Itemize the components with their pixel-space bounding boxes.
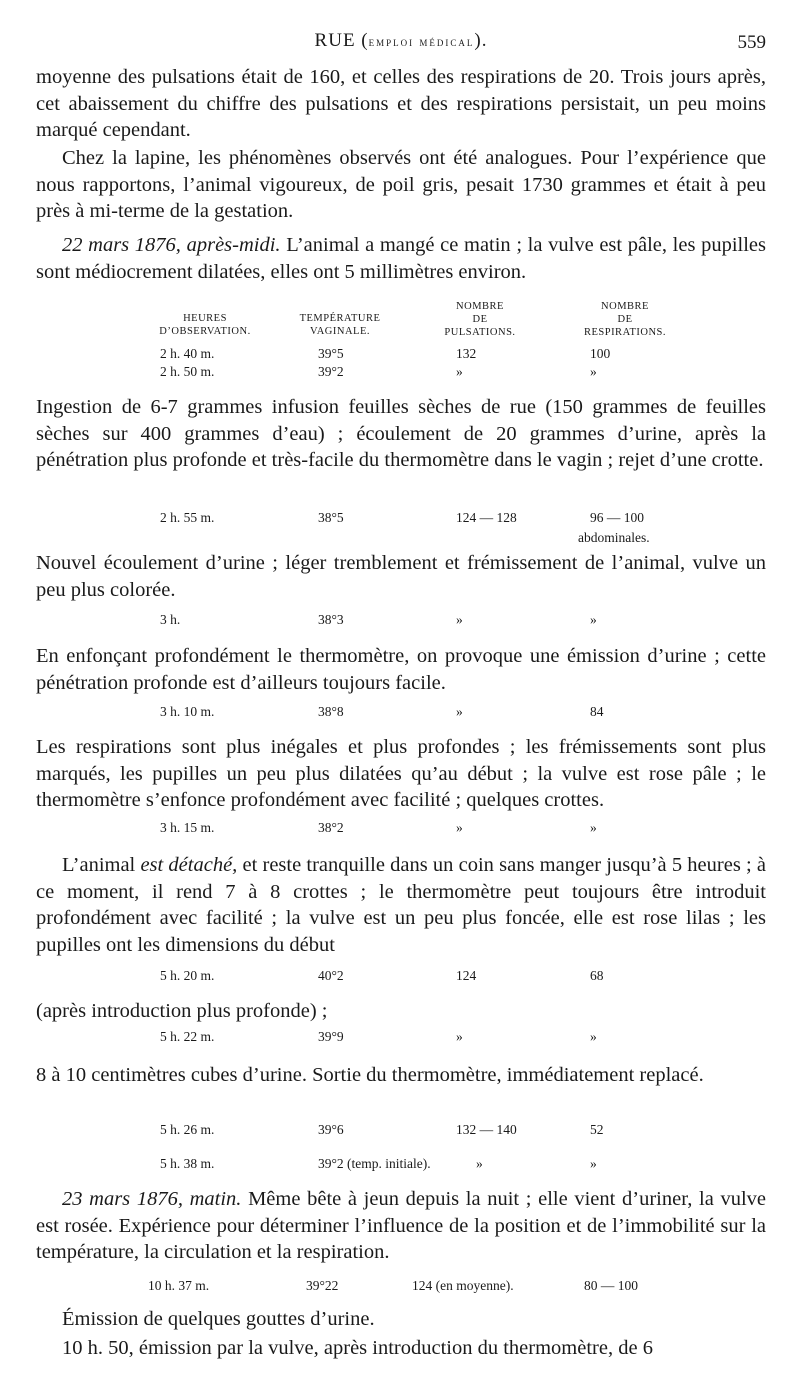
paragraph-6: En enfonçant profondément le thermomètre, on provoque une émission d’urine ; cette pénétration profonde est d’ailleurs toujours facile.: [36, 645, 766, 694]
table-row: 2 h. 40 m. 39°5 132 100: [160, 346, 611, 361]
header-temperature: TEMPÉRATURE VAGINALE.: [299, 313, 381, 337]
paragraph-4: Ingestion de 6-7 grammes infusion feuilles sèches de rue (150 grammes de feuilles sèches sur 400 grammes d’eau) ; écoulement de 20 grammes d’urine, après la pénétration plus profonde et très-facile du thermomètre dans le vagin ; rejet d’une crotte.: [36, 396, 766, 471]
paragraph-5: Nouvel écoulement d’urine ; léger tremblement et frémissement de l’animal, vulve un peu plus colorée.: [36, 552, 766, 601]
paragraph-9: (après introduction plus profonde) ;: [36, 1000, 328, 1022]
header-pulsations: NOMBRE DE PULSATIONS.: [444, 301, 516, 338]
header-hours: HEURES D’OBSERVATION.: [159, 313, 251, 337]
paragraph-3: 22 mars 1876, après-midi. L’animal a mangé ce matin ; la vulve est pâle, les pupilles sont médiocrement dilatées, elles ont 5 millimètres environ.: [36, 234, 766, 283]
paragraph-7: Les respirations sont plus inégales et plus profondes ; les frémissements sont plus marqués, les pupilles un peu plus dilatées qu’au début ; la vulve est rose pâle ; le thermomètre s’enfonce profondément avec facilité ; quelques crottes.: [36, 736, 766, 811]
table-row: 3 h. 10 m. 38°8 » 84: [160, 704, 604, 719]
table-row: 5 h. 20 m. 40°2 124 68: [160, 968, 604, 983]
paragraph-13: 10 h. 50, émission par la vulve, après introduction du thermomètre, de 6: [62, 1337, 653, 1359]
paragraph-2: Chez la lapine, les phénomènes observés ont été analogues. Pour l’expérience que nous rapportons, l’animal vigoureux, de poil gris, pesait 1730 grammes et était à peu près à mi-terme de la gestation.: [36, 147, 766, 222]
table-header: [0, 300, 800, 350]
table-row: 3 h. 38°3 » »: [160, 612, 597, 627]
page-number: 559: [737, 32, 766, 53]
paragraph-10: 8 à 10 centimètres cubes d’urine. Sortie du thermomètre, immédiatement replacé.: [36, 1064, 704, 1086]
paragraph-8: L’animal est détaché, et reste tranquille dans un coin sans manger jusqu’à 5 heures ; à ce moment, il rend 7 à 8 crottes ; le thermomètre peut toujours être introduit profondément avec facilité ; la vulve est un peu plus foncée, elle est rose lilas ; les pupilles ont les dimensions du début: [36, 854, 766, 956]
row-note: abdominales.: [578, 530, 650, 545]
table-row: 2 h. 55 m. 38°5 124 — 128 96 — 100: [160, 510, 644, 525]
table-row: 5 h. 22 m. 39°9 » »: [160, 1029, 597, 1044]
paragraph-11: 23 mars 1876, matin. Même bête à jeun depuis la nuit ; elle vient d’uriner, la vulve est rosée. Expérience pour déterminer l’influence de la position et de l’immobilité sur la température, la circulation et la respiration.: [36, 1188, 766, 1263]
table-row: 10 h. 37 m. 39°22 124 (en moyenne). 80 — 100: [148, 1278, 638, 1293]
running-title: RUE (emploi médical).: [314, 30, 488, 51]
paragraph-1: moyenne des pulsations était de 160, et celles des respirations de 20. Trois jours après, cet abaissement du chiffre des pulsations et des respirations persistait, un peu moins marqué cependant.: [36, 66, 766, 141]
running-header: [36, 30, 766, 60]
paragraph-12: Émission de quelques gouttes d’urine.: [62, 1308, 375, 1330]
table-row: 3 h. 15 m. 38°2 » »: [160, 820, 597, 835]
header-respirations: NOMBRE DE RESPIRATIONS.: [583, 301, 667, 338]
table-row: 5 h. 26 m. 39°6 132 — 140 52: [160, 1122, 604, 1137]
table-row: 2 h. 50 m. 39°2 » »: [160, 364, 597, 379]
table-row: 5 h. 38 m. 39°2 (temp. initiale). » »: [160, 1156, 597, 1171]
